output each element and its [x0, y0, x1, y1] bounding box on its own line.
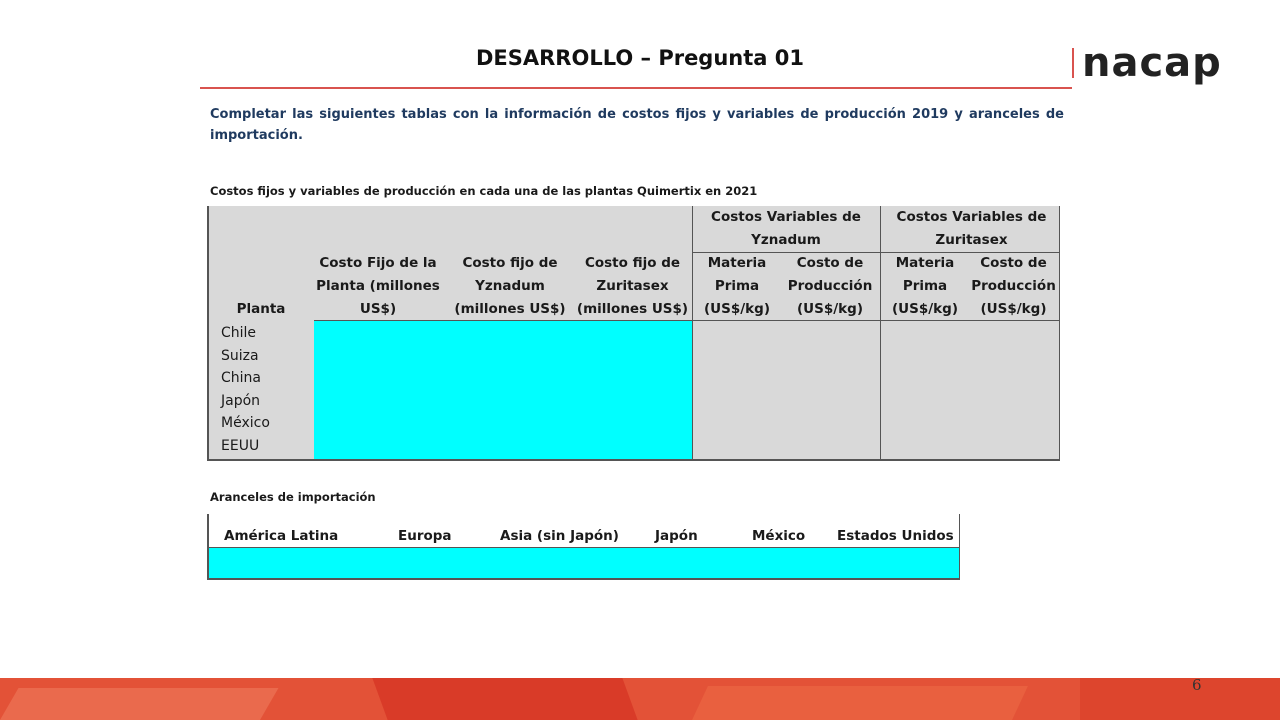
slide-title: DESARROLLO – Pregunta 01: [475, 46, 804, 70]
logo-text: nacap: [1082, 40, 1222, 86]
footer-shape: [372, 678, 637, 720]
divider: [692, 206, 693, 459]
row-planta: Japón: [221, 392, 261, 409]
header-japon: Japón: [655, 528, 698, 544]
header-costo-produccion-yznadum: Costo de Producción (US$/kg): [787, 255, 873, 317]
divider: [880, 206, 881, 459]
header-fijo-zuritasex: Costo fijo de Zuritasex (millones US$): [576, 255, 689, 317]
footer-shape: [0, 688, 278, 720]
row-planta: Chile: [221, 325, 257, 341]
row-planta: EEUU: [221, 437, 260, 454]
nacap-logo: [1072, 40, 1242, 90]
tariffs-table: [207, 514, 960, 580]
header-mexico: México: [752, 528, 806, 544]
row-planta: China: [221, 370, 261, 387]
intro-paragraph: Completar las siguientes tablas con la información de costos fijos y variables de producción 2019 y aranceles de importación.: [210, 107, 1064, 143]
footer-shape: [1080, 678, 1280, 720]
costs-table: [207, 206, 1060, 461]
header-costo-produccion-zuritasex: Costo de Producción (US$/kg): [971, 255, 1056, 317]
footer-shape: [692, 686, 1028, 720]
row-planta: México: [221, 415, 270, 432]
header-europa: Europa: [398, 528, 452, 544]
title-underline: [200, 87, 1072, 89]
header-group-yznadum: Costos Variables de Yznadum: [711, 209, 861, 248]
header-asia: Asia (sin Japón): [500, 528, 619, 544]
header-planta: Planta: [236, 301, 286, 317]
header-materia-prima-yznadum: Materia Prima (US$/kg): [704, 255, 770, 317]
header-america-latina: América Latina: [224, 528, 339, 544]
tariffs-header-row: [209, 514, 959, 548]
tariffs-table-caption: Aranceles de importación: [210, 490, 376, 504]
fixed-cost-input-area[interactable]: [314, 321, 692, 459]
logo-bar: [1072, 48, 1074, 78]
header-fijo-yznadum: Costo fijo de Yznadum (millones US$): [454, 255, 566, 317]
planta-list: [221, 322, 270, 458]
header-fijo-planta: Costo Fijo de la Planta (millones US$): [316, 255, 440, 317]
tariffs-input-row[interactable]: [209, 548, 959, 578]
footer-band: [0, 678, 1280, 720]
header-materia-prima-zuritasex: Materia Prima (US$/kg): [892, 255, 958, 317]
costs-table-caption: Costos fijos y variables de producción en cada una de las plantas Quimertix en 2021: [210, 184, 758, 198]
row-planta: Suiza: [221, 347, 259, 364]
page-number: 6: [1192, 676, 1202, 694]
header-estados-unidos: Estados Unidos: [837, 528, 954, 544]
header-group-zuritasex: Costos Variables de Zuritasex: [896, 209, 1047, 248]
